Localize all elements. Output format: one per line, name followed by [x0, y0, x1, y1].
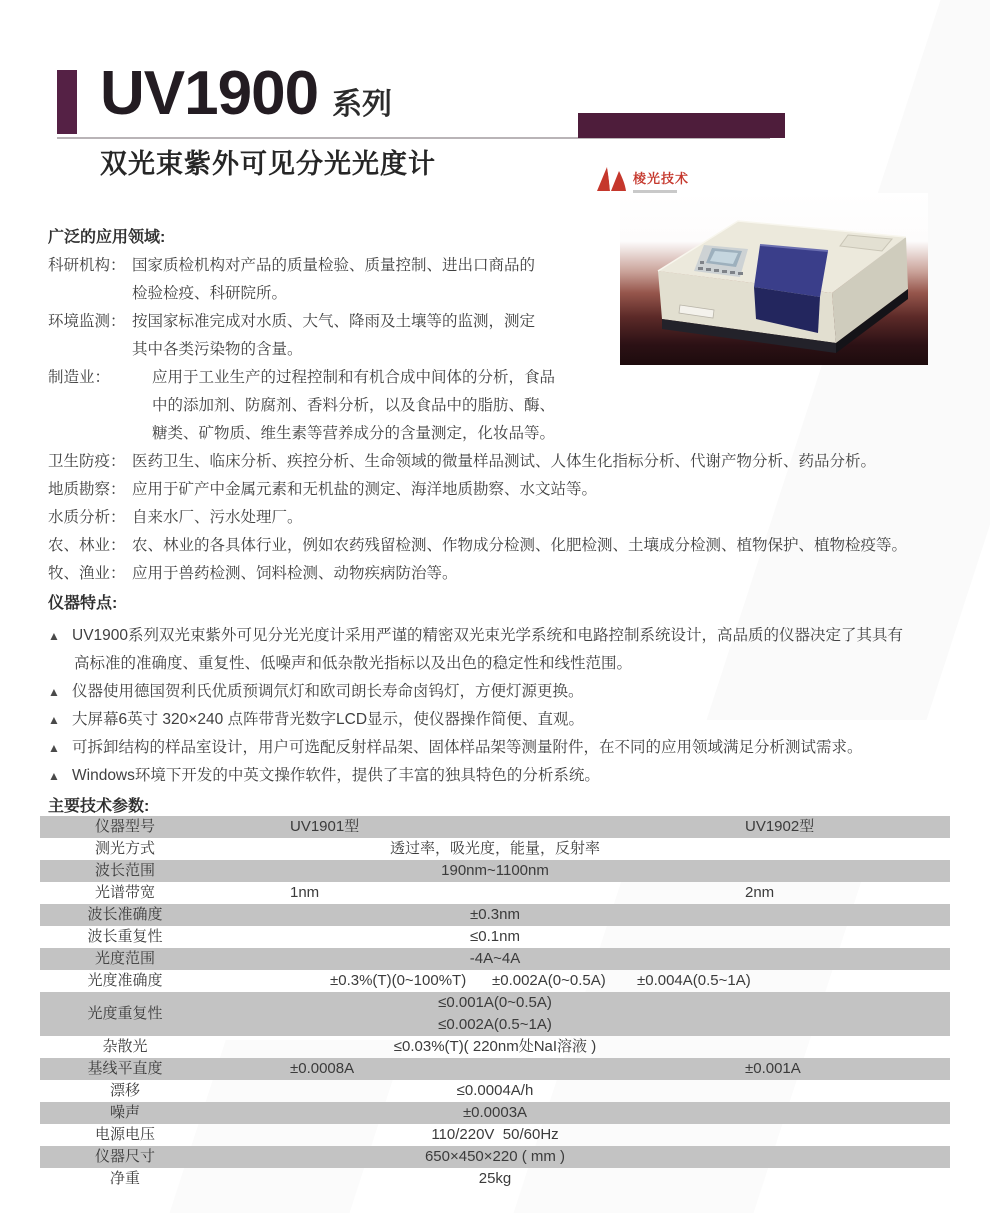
spec-value: ≤0.0004A/h [456, 1082, 534, 1099]
triangle-bullet-icon: ▲ [48, 685, 60, 699]
spec-value: 透过率，吸光度，能量，反射率 [389, 840, 600, 857]
spec-value: 110/220V 50/60Hz [431, 1126, 559, 1143]
spec-row [40, 882, 950, 904]
application-item [48, 476, 978, 504]
application-line: 应用于工业生产的过程控制和有机合成中间体的分析，食品 [152, 369, 556, 386]
application-label: 卫生防疫： [48, 453, 126, 470]
applications-section [48, 224, 978, 588]
spec-value: ±0.002A(0~0.5A) [492, 972, 606, 989]
triangle-bullet-icon: ▲ [48, 741, 60, 755]
spec-label: 波长准确度 [87, 906, 163, 923]
accent-block [578, 113, 785, 138]
spec-value: ±0.3%(T)(0~100%T) [330, 972, 467, 989]
spec-row [40, 1168, 950, 1190]
spec-row [40, 904, 950, 926]
specs-heading: 主要技术参数: [48, 798, 150, 815]
specs-table [40, 816, 950, 1190]
page-title [100, 58, 392, 129]
application-line: 医药卫生、临床分析、疾控分析、生命领域的微量样品测试、人体生化指标分析、代谢产物分析、药品分析。 [132, 453, 877, 470]
spec-label: 光谱带宽 [94, 884, 155, 901]
application-label: 农、林业： [48, 537, 126, 554]
feature-item [48, 678, 983, 706]
spec-row [40, 1080, 950, 1102]
spec-label: 波长重复性 [87, 928, 163, 945]
spec-row [40, 1058, 950, 1080]
features-section [48, 590, 983, 790]
application-line: 糖类、矿物质、维生素等营养成分的含量测定，化妆品等。 [152, 425, 556, 442]
spec-label: 波长范围 [94, 862, 155, 879]
application-line: 中的添加剂、防腐剂、香料分析，以及食品中的脂肪、酶、 [152, 397, 556, 414]
spec-row [40, 1102, 950, 1124]
spec-label: 净重 [109, 1170, 140, 1187]
spec-row [40, 992, 950, 1036]
spec-value: ±0.0003A [462, 1104, 528, 1121]
spec-row [40, 1036, 950, 1058]
accent-bar [57, 70, 77, 134]
spec-label: 仪器型号 [94, 818, 155, 835]
spec-value: ≤0.001A(0~0.5A) [438, 994, 552, 1011]
spec-label: 基线平直度 [87, 1060, 163, 1077]
triangle-bullet-icon: ▲ [48, 629, 60, 643]
spec-row [40, 816, 950, 838]
application-item [48, 252, 978, 308]
spec-label: 电源电压 [94, 1126, 155, 1143]
spec-value: 2nm [745, 884, 775, 901]
application-line: 检验检疫、科研院所。 [132, 285, 288, 302]
spec-label: 测光方式 [94, 840, 155, 857]
application-line: 农、林业的各具体行业，例如农药残留检测、作物成分检测、化肥检测、土壤成分检测、植物保护、植物检疫等。 [132, 537, 908, 554]
spec-value: ±0.0008A [290, 1060, 355, 1077]
spec-row [40, 948, 950, 970]
feature-line: Windows环境下开发的中英文操作软件，提供了丰富的独具特色的分析系统。 [72, 767, 600, 784]
feature-item [48, 622, 983, 678]
application-item [48, 448, 978, 476]
spec-value: UV1901型 [290, 818, 360, 835]
application-item [48, 308, 978, 364]
spec-label: 光度重复性 [87, 1005, 163, 1022]
application-item [48, 364, 978, 448]
feature-line: UV1900系列双光束紫外可见分光光度计采用严谨的精密双光束光学系统和电路控制系统设计，高品质的仪器决定了其具有 [72, 627, 904, 644]
application-label: 牧、渔业： [48, 565, 126, 582]
application-label: 环境监测： [48, 313, 126, 330]
application-label: 制造业： [48, 369, 111, 386]
spec-value: UV1902型 [745, 818, 815, 835]
spec-row [40, 860, 950, 882]
spec-label: 漂移 [109, 1082, 140, 1099]
spec-value: -4A~4A [469, 950, 521, 967]
spec-row [40, 838, 950, 860]
feature-line: 高标准的准确度、重复性、低噪声和低杂散光指标以及出色的稳定性和线性范围。 [74, 655, 633, 672]
spec-value: 25kg [478, 1170, 512, 1187]
applications-heading: 广泛的应用领域: [48, 229, 166, 246]
application-label: 科研机构： [48, 257, 126, 274]
application-item [48, 504, 978, 532]
spec-label: 仪器尺寸 [94, 1148, 155, 1165]
spec-value: ±0.004A(0.5~1A) [637, 972, 751, 989]
feature-item [48, 734, 983, 762]
spec-label: 杂散光 [102, 1038, 148, 1055]
application-label: 水质分析： [48, 509, 126, 526]
application-line: 国家质检机构对产品的质量检验、质量控制、进出口商品的 [132, 257, 536, 274]
spec-row [40, 926, 950, 948]
spec-value: ≤0.1nm [470, 928, 520, 945]
application-line: 应用于兽药检测、饲料检测、动物疾病防治等。 [132, 565, 458, 582]
feature-item [48, 706, 983, 734]
application-line: 应用于矿产中金属元素和无机盐的测定、海洋地质勘察、水文站等。 [132, 481, 598, 498]
application-line: 按国家标准完成对水质、大气、降雨及土壤等的监测，测定 [132, 313, 536, 330]
feature-item [48, 762, 983, 790]
feature-line: 大屏幕6英寸 320×240 点阵带背光数字LCD显示，使仪器操作简便、直观。 [72, 711, 585, 728]
application-label: 地质勘察： [48, 481, 126, 498]
spec-row [40, 1146, 950, 1168]
spec-row [40, 1124, 950, 1146]
brand-name: 棱光技术 [633, 171, 690, 186]
application-line: 自来水厂、污水处理厂。 [132, 509, 303, 526]
application-item [48, 532, 978, 560]
application-item [48, 560, 978, 588]
spec-label: 光度准确度 [87, 972, 163, 989]
spec-value: 1nm [290, 884, 320, 901]
spec-label: 噪声 [109, 1104, 140, 1121]
spec-value: ±0.001A [745, 1060, 801, 1077]
feature-line: 仪器使用德国贺利氏优质预调氘灯和欧司朗长寿命卤钨灯，方便灯源更换。 [72, 683, 584, 700]
spec-value: 190nm~1100nm [441, 862, 549, 879]
spec-value: 650×450×220 ( mm ) [424, 1148, 566, 1165]
features-heading: 仪器特点: [48, 595, 118, 612]
sail-icon [596, 164, 628, 194]
triangle-bullet-icon: ▲ [48, 713, 60, 727]
spec-value: ±0.3nm [470, 906, 520, 923]
feature-line: 可拆卸结构的样品室设计，用户可选配反射样品架、固体样品架等测量附件，在不同的应用领域满足分析测试需求。 [72, 739, 863, 756]
subtitle: 双光束紫外可见分光光度计 [100, 149, 436, 179]
spec-label: 光度范围 [94, 950, 155, 967]
series-label: 系列 [332, 88, 393, 121]
spec-row [40, 970, 950, 992]
application-line: 其中各类污染物的含量。 [132, 341, 303, 358]
triangle-bullet-icon: ▲ [48, 769, 60, 783]
spec-value: ≤0.002A(0.5~1A) [438, 1016, 552, 1033]
model-name: UV1900 [100, 59, 319, 128]
spec-value: ≤0.03%(T)( 220nm处NaI溶液 ) [393, 1038, 597, 1055]
